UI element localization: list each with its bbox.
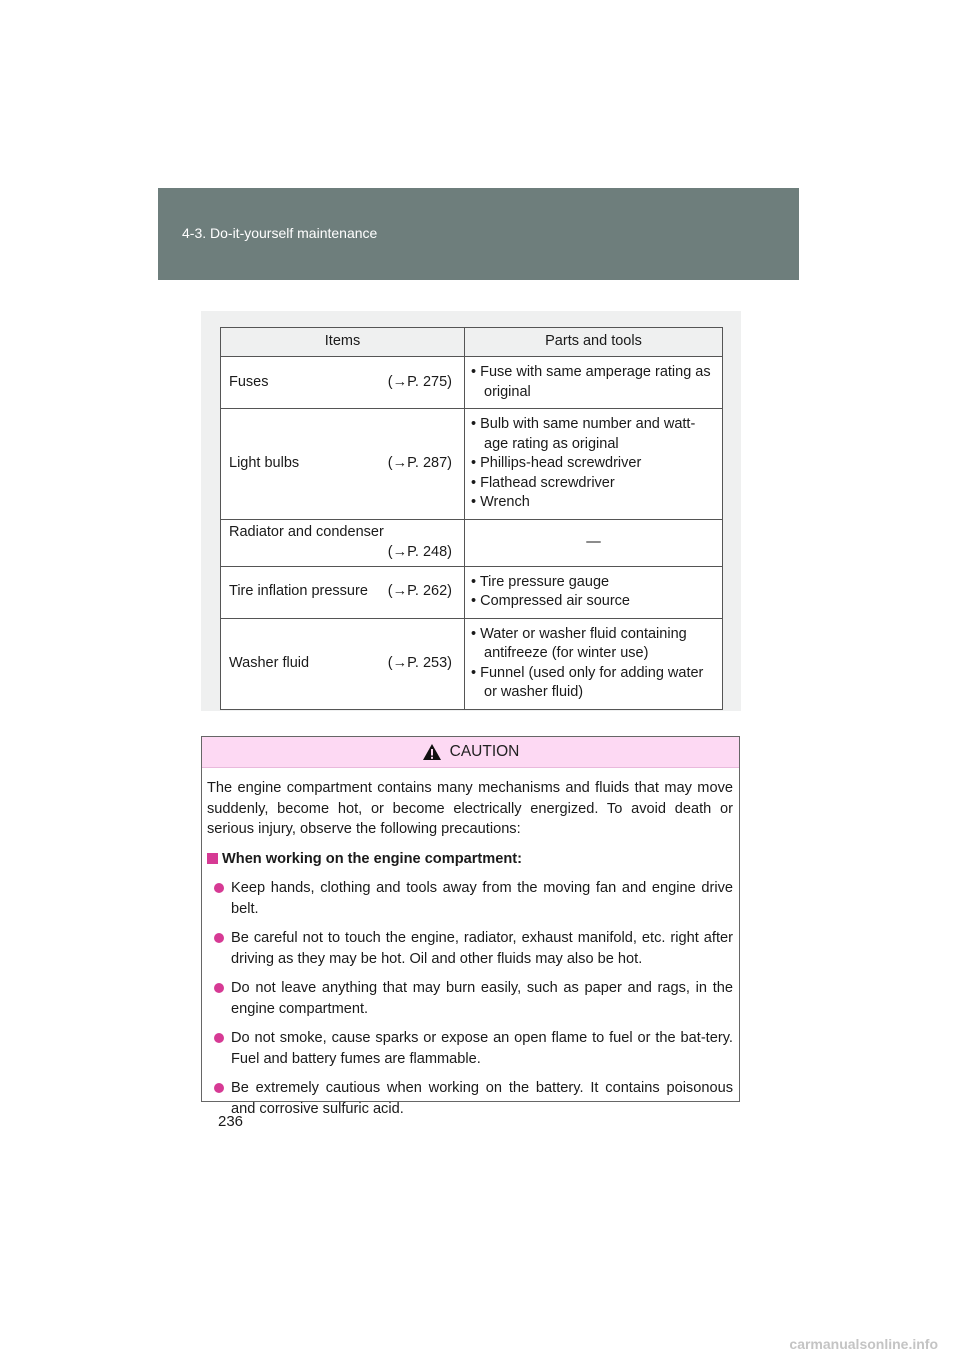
table-row	[221, 566, 723, 618]
parts-list-item: • Compressed air source	[471, 593, 630, 609]
maintenance-table-panel	[201, 311, 741, 711]
item-name: Washer fluid	[229, 654, 310, 671]
square-bullet-icon	[207, 853, 218, 864]
table-row	[221, 357, 723, 409]
circle-bullet-icon	[214, 933, 224, 943]
item-cell	[221, 618, 465, 709]
table-row	[221, 409, 723, 520]
column-header-parts: Parts and tools	[465, 328, 723, 357]
caution-subheading-text: When working on the engine compartment:	[222, 850, 522, 867]
caution-point	[207, 1078, 733, 1119]
caution-subheading	[207, 849, 733, 870]
caution-point-text: Be extremely cautious when working on the battery. It contains poisonous and corrosive sulfuric acid.	[231, 1080, 733, 1117]
parts-cell	[465, 519, 723, 566]
circle-bullet-icon	[214, 983, 224, 993]
caution-point	[207, 928, 733, 969]
maintenance-table	[220, 327, 723, 710]
parts-cell	[465, 409, 723, 520]
parts-cell	[465, 618, 723, 709]
circle-bullet-icon	[214, 883, 224, 893]
parts-list-item: • Fuse with same amperage rating as original	[471, 364, 711, 400]
item-name: Light bulbs	[229, 455, 300, 471]
warning-triangle-icon	[422, 743, 442, 761]
circle-bullet-icon	[214, 1083, 224, 1093]
section-header-band	[158, 188, 799, 280]
page-reference: (→P. 253)	[387, 654, 452, 671]
parts-list-item: • Phillips-head screwdriver	[471, 455, 642, 471]
parts-cell	[465, 357, 723, 409]
circle-bullet-icon	[214, 1033, 224, 1043]
table-row	[221, 618, 723, 709]
caution-point	[207, 1028, 733, 1069]
parts-list-item: • Tire pressure gauge	[471, 573, 610, 590]
parts-list-item: • Wrench	[471, 494, 530, 510]
caution-title: CAUTION	[449, 743, 520, 760]
caution-point-text: Keep hands, clothing and tools away from the moving fan and engine drive belt.	[231, 880, 733, 917]
parts-list-item: • Water or washer fluid containing antifreeze (for winter use)	[471, 625, 687, 661]
page-number: 236	[218, 1113, 244, 1130]
parts-list-item: —	[586, 533, 601, 550]
parts-list-item: • Funnel (used only for adding water or washer fluid)	[471, 664, 704, 700]
caution-intro: The engine compartment contains many mechanisms and fluids that may move suddenly, become hot, or become electrically energized. To avoid death or serious injury, observe the following precautions:	[207, 780, 733, 837]
caution-header	[202, 737, 739, 768]
caution-point-text: Be careful not to touch the engine, radiator, exhaust manifold, etc. right after driving as they may be hot. Oil and other fluids may also be hot.	[231, 930, 733, 967]
watermark: carmanualsonline.info	[789, 1336, 938, 1352]
page-reference: (→P. 275)	[387, 373, 452, 390]
caution-point-text: Do not leave anything that may burn easily, such as paper and rags, in the engine compartment.	[231, 980, 733, 1017]
section-title: 4-3. Do-it-yourself maintenance	[182, 225, 378, 241]
parts-list-item: • Flathead screwdriver	[471, 474, 615, 491]
caution-body	[202, 768, 739, 1119]
column-header-items: Items	[221, 328, 465, 357]
item-cell	[221, 409, 465, 520]
page-reference: (→P. 248)	[387, 543, 452, 560]
item-cell	[221, 357, 465, 409]
caution-point	[207, 978, 733, 1019]
item-name: Fuses	[229, 373, 269, 390]
table-header-row	[221, 328, 723, 357]
parts-list-item: • Bulb with same number and watt-age rating as original	[471, 416, 696, 452]
table-row	[221, 519, 723, 566]
page-reference: (→P. 287)	[387, 455, 452, 471]
page-reference: (→P. 262)	[387, 583, 452, 600]
caution-point-text: Do not smoke, cause sparks or expose an open flame to fuel or the bat-tery. Fuel and battery fumes are flammable.	[231, 1030, 733, 1067]
item-name: Tire inflation pressure	[229, 583, 368, 600]
item-cell	[221, 566, 465, 618]
parts-cell	[465, 566, 723, 618]
caution-box	[201, 736, 740, 1117]
item-cell	[221, 519, 465, 566]
caution-point	[207, 878, 733, 919]
item-name: Radiator and condenser	[229, 524, 384, 540]
